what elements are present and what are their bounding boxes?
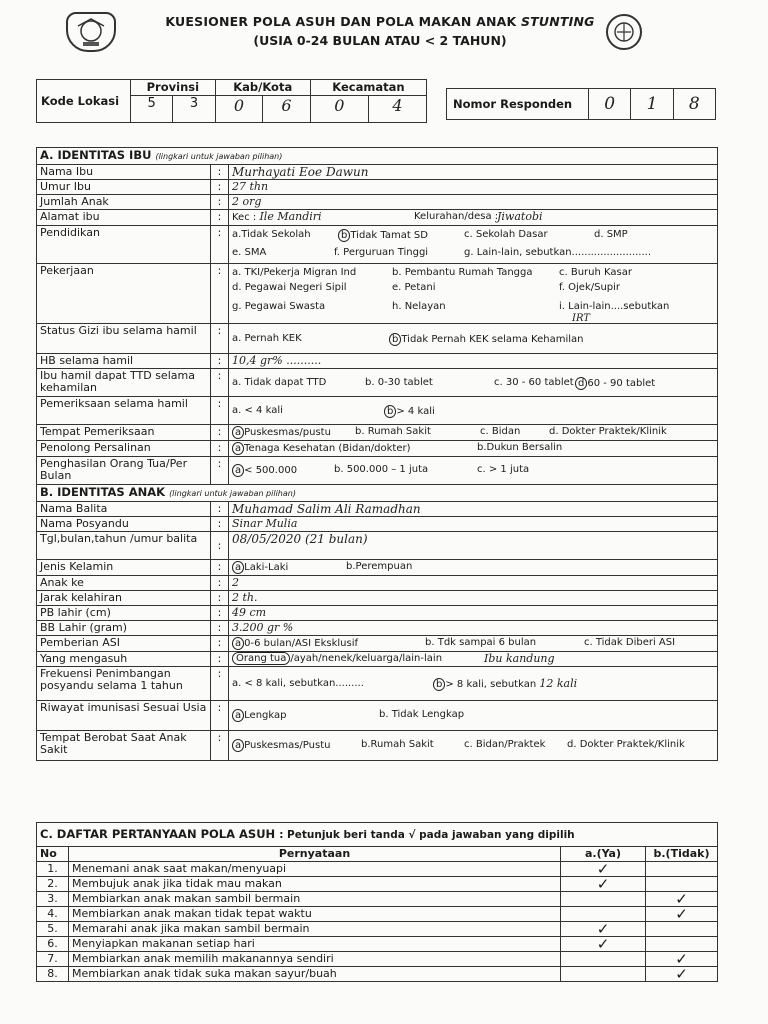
gender-option-b[interactable]: b.Perempuan	[346, 561, 413, 572]
province-digit[interactable]: 3	[173, 96, 215, 123]
row-number: 2.	[37, 877, 69, 892]
no-checkbox-cell[interactable]: ✓	[646, 892, 718, 907]
treatment-place-label: Tempat Berobat Saat Anak Sakit	[37, 731, 211, 761]
yes-checkbox-cell[interactable]	[561, 952, 646, 967]
occupation-options	[229, 264, 718, 324]
address-label: Alamat ibu	[37, 210, 211, 226]
no-checkbox-cell[interactable]: ✓	[646, 967, 718, 982]
location-code-label: Kode Lokasi	[37, 80, 131, 123]
birth-helper-label: Penolong Persalinan	[37, 441, 211, 457]
village-value[interactable]: Jiwatobi	[497, 210, 543, 223]
child-order-label: Anak ke	[37, 576, 211, 591]
row-statement: Membiarkan anak memilih makanannya sendiri	[69, 952, 561, 967]
immunization-label: Riwayat imunisasi Sesuai Usia	[37, 701, 211, 731]
hb-value[interactable]: 10,4 gr% ..........	[229, 354, 718, 369]
breastfeeding-option-c[interactable]: c. Tidak Diberi ASI	[584, 637, 676, 648]
birthdate-label: Tgl,bulan,tahun /umur balita	[37, 532, 211, 560]
row-statement: Membujuk anak jika tidak mau makan	[69, 877, 561, 892]
no-checkbox-cell[interactable]: ✓	[646, 952, 718, 967]
district-header: Kecamatan	[310, 80, 426, 96]
occupation-option-c[interactable]: c. Buruh Kasar	[559, 267, 632, 278]
mother-name-value[interactable]: Murhayati Eoe Dawun	[229, 165, 718, 180]
birth-weight-value[interactable]: 3.200 gr %	[229, 621, 718, 636]
page-subtitle: (USIA 0-24 BULAN ATAU < 2 TAHUN)	[253, 33, 507, 48]
children-count-label: Jumlah Anak	[37, 195, 211, 210]
mother-age-label: Umur Ibu	[37, 180, 211, 195]
education-option-g[interactable]: g. Lain-lain, sebutkan.........................	[464, 247, 652, 258]
table-row	[37, 907, 718, 922]
occupation-option-i[interactable]: i. Lain-lain....sebutkan	[559, 301, 670, 312]
birthdate-value[interactable]: 08/05/2020 (21 bulan)	[229, 532, 718, 560]
row-number: 3.	[37, 892, 69, 907]
checkup-place-label: Tempat Pemeriksaan	[37, 425, 211, 441]
income-option-c[interactable]: c. > 1 juta	[477, 464, 530, 475]
ttd-option-a[interactable]: a. Tidak dapat TTD	[232, 376, 327, 388]
location-code-table	[36, 79, 427, 123]
district-digit[interactable]: 0	[310, 96, 368, 123]
row-statement: Menemani anak saat makan/menyuapi	[69, 862, 561, 877]
parenting-questions-table	[36, 822, 718, 982]
education-option-d[interactable]: d. SMP	[594, 229, 628, 240]
caregiver-circled-option[interactable]: Orang tua	[232, 652, 290, 665]
table-row	[37, 877, 718, 892]
checkup-option-b[interactable]: b > 4 kali	[384, 405, 435, 418]
birth-helper-option-a[interactable]: a Tenaga Kesehatan (Bidan/dokter)	[232, 443, 411, 454]
regency-digit[interactable]: 6	[263, 96, 311, 123]
table-row	[37, 922, 718, 937]
income-option-b[interactable]: b. 500.000 – 1 juta	[334, 464, 429, 475]
occupation-option-e[interactable]: e. Petani	[392, 282, 436, 293]
yes-checkbox-cell[interactable]: ✓	[561, 922, 646, 937]
treatment-option-a[interactable]: a Puskesmas/Pustu	[232, 740, 330, 751]
no-checkbox-cell[interactable]	[646, 862, 718, 877]
weighing-option-b[interactable]: b > 8 kali, sebutkan 12 kali	[433, 678, 577, 691]
district-digit[interactable]: 4	[368, 96, 426, 123]
respondent-number-label: Nomor Responden	[447, 89, 589, 120]
weighing-option-a[interactable]: a. < 8 kali, sebutkan.........	[232, 677, 364, 689]
children-count-value[interactable]: 2 org	[229, 195, 718, 210]
nutrition-option-b[interactable]: b Tidak Pernah KEK selama Kehamilan	[389, 333, 584, 346]
child-order-value[interactable]: 2	[229, 576, 718, 591]
district-value[interactable]: Ile Mandiri	[259, 210, 322, 223]
posyandu-value[interactable]: Sinar Mulia	[229, 517, 718, 532]
row-statement: Membiarkan anak makan sambil bermain	[69, 892, 561, 907]
table-row	[37, 952, 718, 967]
ttd-option-d[interactable]: d 60 - 90 tablet	[575, 377, 655, 390]
education-option-e[interactable]: e. SMA	[232, 247, 267, 258]
col-header-statement: Pernyataan	[69, 847, 561, 862]
occupation-option-b[interactable]: b. Pembantu Rumah Tangga	[392, 267, 533, 278]
education-option-c[interactable]: c. Sekolah Dasar	[464, 229, 548, 240]
birth-length-label: PB lahir (cm)	[37, 606, 211, 621]
row-number: 6.	[37, 937, 69, 952]
no-checkbox-cell[interactable]	[646, 922, 718, 937]
gender-option-a[interactable]: a Laki-Laki	[232, 562, 288, 573]
row-number: 4.	[37, 907, 69, 922]
respondent-digit[interactable]: 0	[589, 89, 631, 120]
checkup-option-a[interactable]: a. < 4 kali	[232, 404, 283, 416]
child-name-value[interactable]: Muhamad Salim Ali Ramadhan	[229, 502, 718, 517]
province-digit[interactable]: 5	[131, 96, 173, 123]
occupation-label: Pekerjaan	[37, 264, 211, 324]
gender-label: Jenis Kelamin	[37, 560, 211, 576]
row-statement: Membiarkan anak tidak suka makan sayur/buah	[69, 967, 561, 982]
province-header: Provinsi	[131, 80, 216, 96]
yes-checkbox-cell[interactable]: ✓	[561, 877, 646, 892]
income-label: Penghasilan Orang Tua/Per Bulan	[37, 457, 211, 485]
col-header-no-answer: b.(Tidak)	[646, 847, 718, 862]
mother-name-label: Nama Ibu	[37, 165, 211, 180]
row-number: 7.	[37, 952, 69, 967]
occupation-option-d[interactable]: d. Pegawai Negeri Sipil	[232, 282, 347, 293]
breastfeeding-option-b[interactable]: b. Tdk sampai 6 bulan	[425, 637, 537, 648]
yes-checkbox-cell[interactable]: ✓	[561, 862, 646, 877]
col-header-yes: a.(Ya)	[561, 847, 646, 862]
occupation-option-g[interactable]: g. Pegawai Swasta	[232, 301, 326, 312]
table-row	[37, 967, 718, 982]
district-prefix: Kec :	[232, 212, 257, 223]
ttd-option-b[interactable]: b. 0-30 tablet	[365, 376, 433, 388]
weighing-frequency-label: Frekuensi Penimbangan posyandu selama 1 tahun	[37, 667, 211, 701]
birth-length-value[interactable]: 49 cm	[229, 606, 718, 621]
yes-checkbox-cell[interactable]	[561, 967, 646, 982]
education-option-f[interactable]: f. Perguruan Tinggi	[334, 247, 429, 258]
education-option-b[interactable]: b Tidak Tamat SD	[338, 229, 428, 242]
nutrition-status-label: Status Gizi ibu selama hamil	[37, 324, 211, 354]
yes-checkbox-cell[interactable]: ✓	[561, 937, 646, 952]
breastfeeding-option-a[interactable]: a 0-6 bulan/ASI Eksklusif	[232, 638, 358, 649]
treatment-option-b[interactable]: b.Rumah Sakit	[361, 739, 434, 750]
caregiver-label: Yang mengasuh	[37, 652, 211, 667]
col-header-no: No	[37, 847, 69, 862]
respondent-digit[interactable]: 1	[631, 89, 673, 120]
education-options	[229, 226, 718, 264]
checkup-place-option-c[interactable]: c. Bidan	[480, 426, 521, 437]
yes-checkbox-cell[interactable]	[561, 892, 646, 907]
occupation-option-f[interactable]: f. Ojek/Supir	[559, 282, 621, 293]
birth-spacing-value[interactable]: 2 th.	[229, 591, 718, 606]
checkup-place-option-b[interactable]: b. Rumah Sakit	[355, 426, 431, 437]
treatment-option-c[interactable]: c. Bidan/Praktek	[464, 739, 546, 750]
immunization-option-a[interactable]: a Lengkap	[232, 710, 286, 721]
page-title: KUESIONER POLA ASUH DAN POLA MAKAN ANAK STUNTING	[165, 14, 595, 29]
birth-spacing-label: Jarak kelahiran	[37, 591, 211, 606]
section-a-header: A. IDENTITAS IBU (lingkari untuk jawaban pilihan)	[37, 148, 718, 165]
table-row	[37, 937, 718, 952]
row-statement: Membiarkan anak makan tidak tepat waktu	[69, 907, 561, 922]
left-logo-emblem	[66, 12, 116, 52]
occupation-option-h[interactable]: h. Nelayan	[392, 301, 446, 312]
section-c-header: C. DAFTAR PERTANYAAN POLA ASUH : Petunjuk beri tanda √ pada jawaban yang dipilih	[37, 823, 718, 847]
treatment-option-d[interactable]: d. Dokter Praktek/Klinik	[567, 739, 685, 750]
birth-helper-option-b[interactable]: b.Dukun Bersalin	[477, 442, 563, 453]
row-number: 1.	[37, 862, 69, 877]
hb-label: HB selama hamil	[37, 354, 211, 369]
row-number: 8.	[37, 967, 69, 982]
row-statement: Menyiapkan makanan setiap hari	[69, 937, 561, 952]
income-option-a[interactable]: a < 500.000	[232, 465, 297, 476]
posyandu-label: Nama Posyandu	[37, 517, 211, 532]
immunization-option-b[interactable]: b. Tidak Lengkap	[379, 709, 465, 720]
mother-age-value[interactable]: 27 thn	[229, 180, 718, 195]
occupation-other-value[interactable]: IRT	[572, 313, 590, 324]
table-row	[37, 862, 718, 877]
row-number: 5.	[37, 922, 69, 937]
no-checkbox-cell[interactable]: ✓	[646, 907, 718, 922]
nutrition-option-a[interactable]: a. Pernah KEK	[232, 332, 302, 344]
row-statement: Memarahi anak jika makan sambil bermain	[69, 922, 561, 937]
caregiver-value[interactable]: Ibu kandung	[484, 652, 555, 665]
respondent-number-table	[446, 88, 716, 120]
checkup-place-option-a[interactable]: a Puskesmas/pustu	[232, 427, 331, 438]
checkup-place-option-d[interactable]: d. Dokter Praktek/Klinik	[549, 426, 667, 437]
village-prefix: Kelurahan/desa :	[414, 211, 499, 222]
regency-header: Kab/Kota	[215, 80, 310, 96]
education-option-a[interactable]: a.Tidak Sekolah	[232, 229, 311, 240]
education-label: Pendidikan	[37, 226, 211, 264]
section-b-header: B. IDENTITAS ANAK (lingkari untuk jawaban pilihan)	[37, 485, 718, 502]
respondent-digit[interactable]: 8	[673, 89, 715, 120]
occupation-option-a[interactable]: a. TKI/Pekerja Migran Ind	[232, 267, 357, 278]
caregiver-other-options: /ayah/nenek/keluarga/lain-lain	[290, 653, 443, 664]
birth-weight-label: BB Lahir (gram)	[37, 621, 211, 636]
child-name-label: Nama Balita	[37, 502, 211, 517]
checkup-label: Pemeriksaan selama hamil	[37, 397, 211, 425]
breastfeeding-label: Pemberian ASI	[37, 636, 211, 652]
regency-digit[interactable]: 0	[215, 96, 263, 123]
ttd-option-c[interactable]: c. 30 - 60 tablet	[494, 376, 574, 388]
ttd-label: Ibu hamil dapat TTD selama kehamilan	[37, 369, 211, 397]
table-row	[37, 892, 718, 907]
identity-table: A. IDENTITAS IBU (lingkari untuk jawaban pilihan) Nama Ibu : Murhayati Eoe Dawun Umur Ibu : 27 thn Jumlah Anak : 2 org Alamat ibu : Kec : Ile Mandiri Kelurahan/desa : Jiwatobi Pendidikan : a.Tidak Sekolah b Tidak Tamat SD c. Sekolah Dasar d. SMP e. SMA f. Perguruan Tinggi g. Lain-lain, sebutkan......................... Pekerjaan : a. TKI/Pekerja Migran Ind b. Pembantu Rumah Tangga c. Buruh Kasar d. Pegawai Negeri Sipil e. Petani f. Ojek/Supir g. Pegawai Swasta h. Nelayan i. Lain-lain....sebutkan IRT Status Gizi ibu selama hamil : a. Pernah KEK b Tidak Pernah KEK selama Kehamilan HB selama hamil : 10,4 gr% .......... Ibu hamil dapat TTD selama kehamilan : a. Tidak dapat TTD b. 0-30 tablet c. 30 - 60 tablet d 60 - 90 tablet Pemeriksaan selama hamil : a. < 4 kali b > 4 kali Tempat Pemeriksaan : a Puskesmas/pustu b. Rumah Sakit c. Bidan d. Dokter Praktek/Klinik Penolong Persalinan : a Tenaga Kesehatan (Bidan/dokter) b.Dukun Bersalin Penghasilan Orang Tua/Per Bulan : a < 500.000 b. 500.000 – 1 juta c. > 1 juta B. IDENTITAS ANAK (lingkari untuk jawaban pilihan) Nama Balita : Muhamad Salim Ali Ramadhan Nama Posyandu : Sinar Mulia Tgl,bulan,tahun /umur balita : 08/05/2020 (21 bulan) Jenis Kelamin : a Laki-Laki b.Perempuan Anak ke : 2 Jarak kelahiran : 2 th. PB lahir (cm) : 49 cm BB Lahir (gram) : 3.200 gr % Pemberian ASI : a 0-6 bulan/ASI Eksklusif b. Tdk sampai 6 bulan c. Tidak Diberi ASI Yang mengasuh : Orang tua /ayah/nenek/keluarga/lain-lain Ibu kandung Frekuensi Penimbangan posyandu selama 1 tahun : a. < 8 kali, sebutkan......... b > 8 kali, sebutkan 12 kali Riwayat imunisasi Sesuai Usia : a Lengkap b. Tidak Lengkap Tempat Berobat Saat Anak Sakit : a Puskesmas/Pustu b.Rumah Sakit c. Bidan/Praktek d. Dokter Praktek/Klinik	[36, 147, 718, 761]
